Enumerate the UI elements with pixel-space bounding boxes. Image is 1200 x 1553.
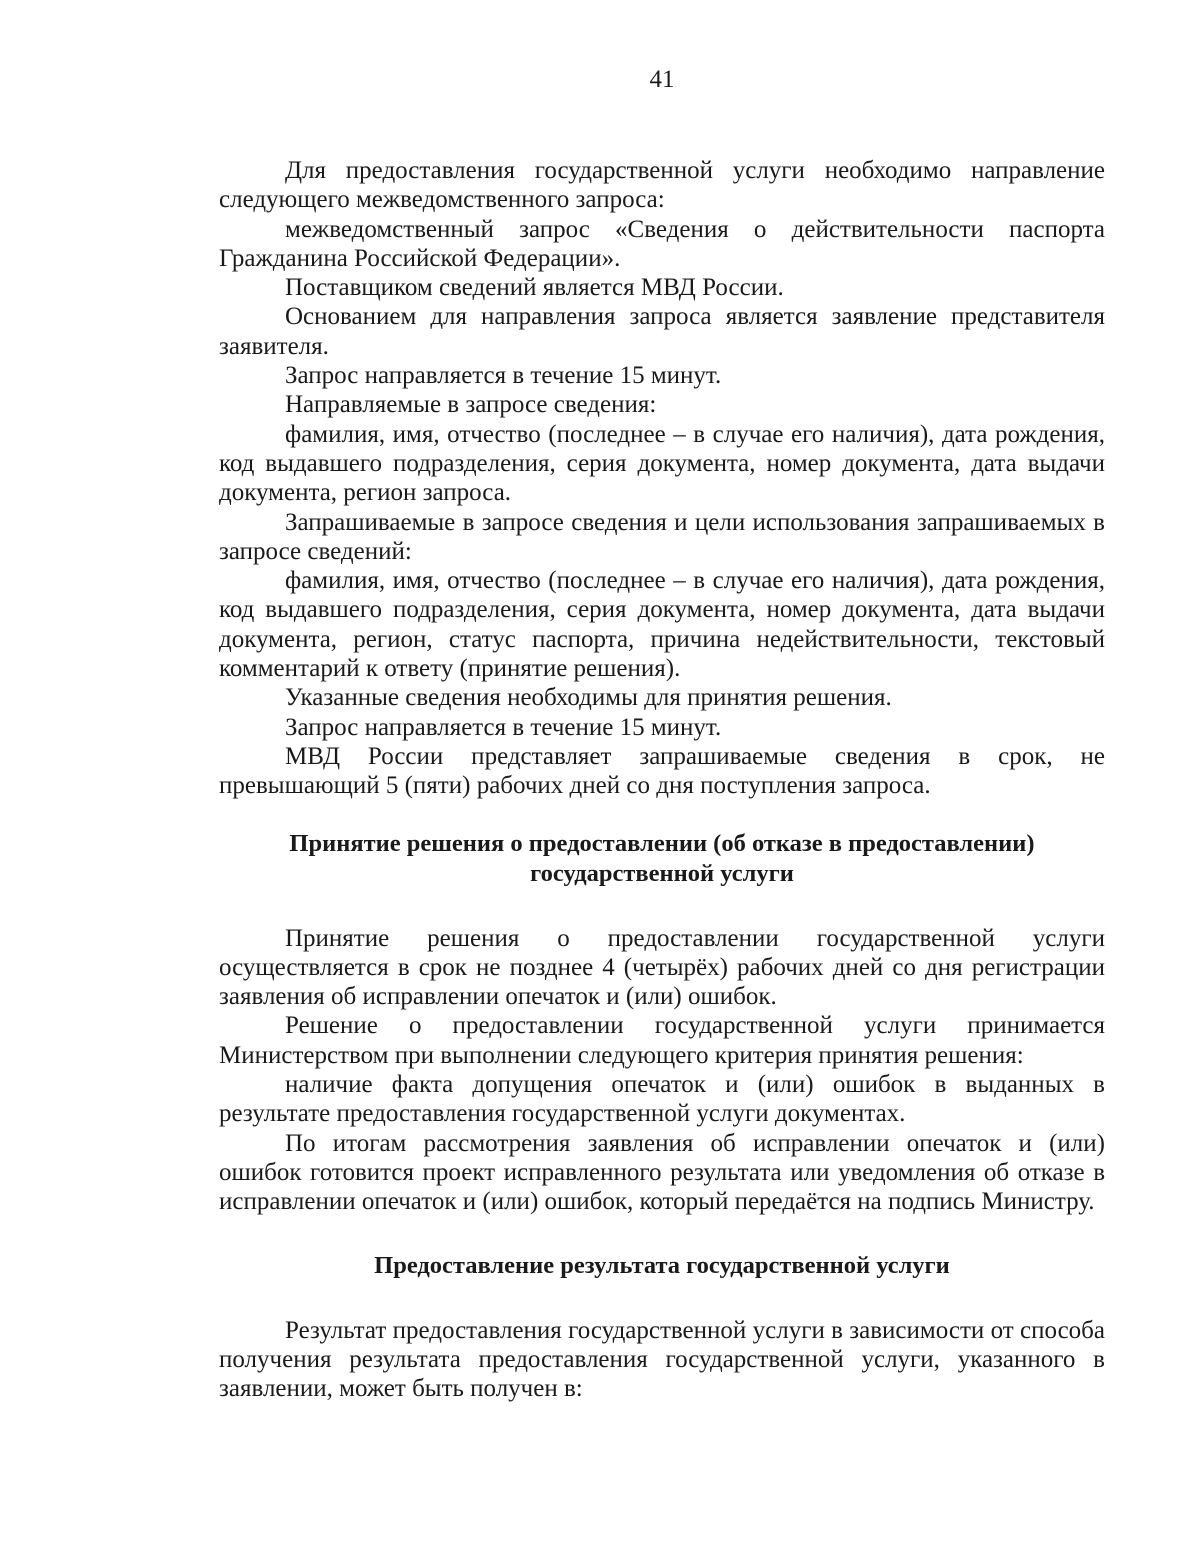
page-number: 41	[649, 66, 675, 93]
paragraph: межведомственный запрос «Сведения о действительности паспорта Гражданина Российской Федерации».	[219, 215, 1105, 272]
paragraph: фамилия, имя, отчество (последнее – в случае его наличия), дата рождения, код выдавшего подразделения, серия документа, номер документа, дата выдачи документа, регион запроса.	[219, 420, 1105, 507]
paragraph: Указанные сведения необходимы для принятия решения.	[285, 684, 892, 712]
paragraph: Поставщиком сведений является МВД России.	[285, 274, 784, 302]
paragraph: Принятие решения о предоставлении государственной услуги осуществляется в срок не позднее 4 (четырёх) рабочих дней со дня регистрации заявления об исправлении опечаток и (или) ошибок.	[219, 924, 1105, 1011]
paragraph: Запрос направляется в течение 15 минут.	[285, 713, 722, 741]
paragraph: Для предоставления государственной услуги необходимо направление следующего межведомственного запроса:	[219, 157, 1105, 214]
paragraph: Запрос направляется в течение 15 минут.	[285, 362, 722, 390]
document-body	[219, 156, 1105, 1403]
heading-line: Предоставление результата государственной услуги	[374, 1251, 950, 1279]
paragraph: Запрашиваемые в запросе сведения и цели использования запрашиваемых в запросе сведений:	[219, 508, 1105, 565]
heading-line: государственной услуги	[530, 859, 794, 887]
paragraph: Направляемые в запросе сведения:	[285, 391, 657, 419]
paragraph: фамилия, имя, отчество (последнее – в случае его наличия), дата рождения, код выдавшего подразделения, серия документа, номер документа, дата выдачи документа, регион, статус паспорта, причина недействительности, текстовый комментарий к ответу (принятие решения).	[219, 567, 1105, 683]
paragraph: МВД России представляет запрашиваемые сведения в срок, не превышающий 5 (пяти) рабочих дней со дня поступления запроса.	[219, 742, 1105, 800]
section-heading-decision	[219, 829, 1105, 889]
section-heading-result	[219, 1251, 1105, 1281]
paragraph: Основанием для направления запроса является заявление представителя заявителя.	[219, 303, 1105, 360]
paragraph: Решение о предоставлении государственной услуги принимается Министерством при выполнении следующего критерия принятия решения:	[219, 1012, 1105, 1069]
heading-line: Принятие решения о предоставлении (об отказе в предоставлении)	[289, 829, 1035, 857]
paragraph: Результат предоставления государственной услуги в зависимости от способа получения результата предоставления государственной услуги, указанного в заявлении, может быть получен в:	[219, 1316, 1105, 1403]
paragraph: наличие факта допущения опечаток и (или) ошибок в выданных в результате предоставления государственной услуги документах.	[219, 1071, 1105, 1128]
paragraph: По итогам рассмотрения заявления об исправлении опечаток и (или) ошибок готовится проект исправленного результата или уведомления об отказе в исправлении опечаток и (или) ошибок, который передаётся на подпись Министру.	[219, 1129, 1105, 1216]
